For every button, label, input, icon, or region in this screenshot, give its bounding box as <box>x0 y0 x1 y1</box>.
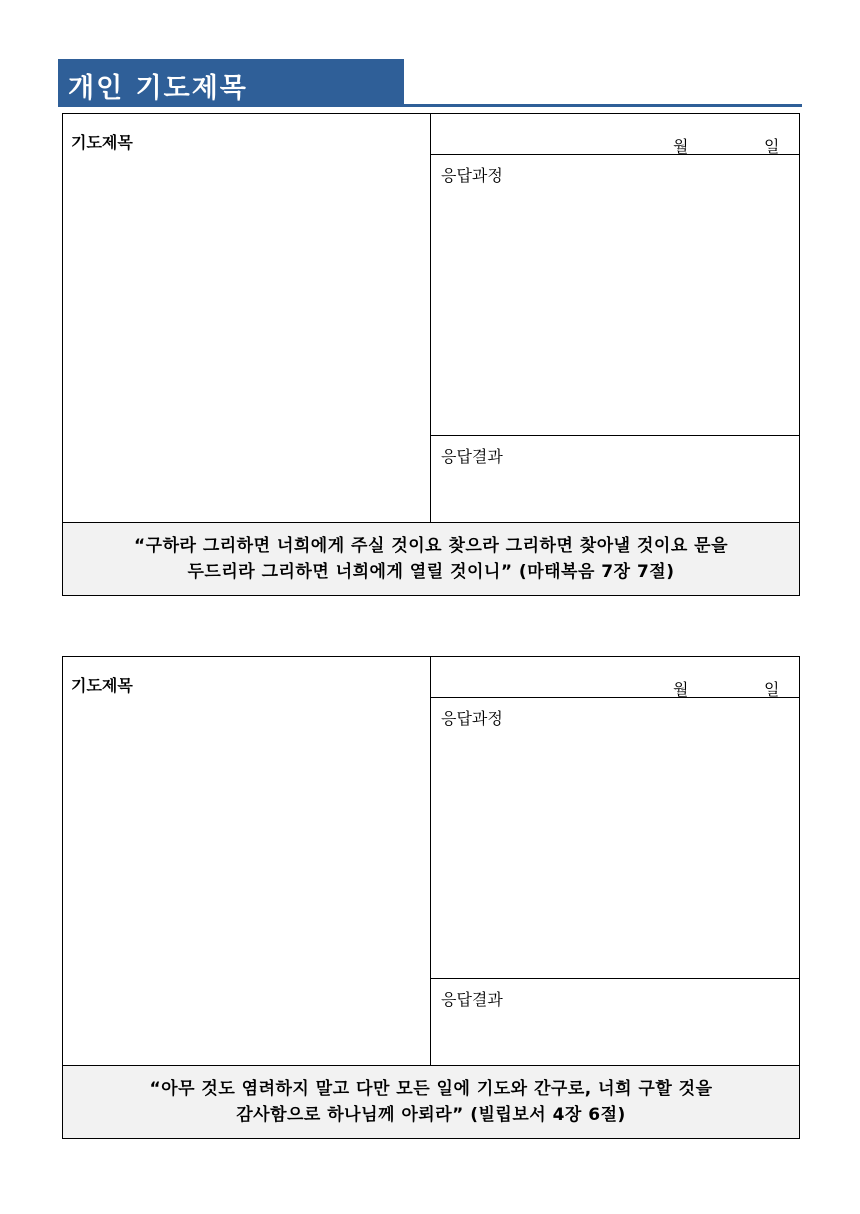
bible-verse <box>63 522 799 595</box>
month-label: 월 <box>673 680 689 699</box>
day-label: 일 <box>764 137 780 156</box>
verse-line-2: 두드리라 그리하면 너희에게 열릴 것이니” (마태복음 7장 7절) <box>187 562 675 582</box>
title-underline <box>58 104 802 107</box>
date-row[interactable] <box>431 114 799 155</box>
response-process-label: 응답과정 <box>441 166 503 185</box>
prayer-topic-area[interactable] <box>63 114 431 523</box>
prayer-topic-label: 기도제목 <box>71 676 133 695</box>
prayer-card-2 <box>62 656 800 1139</box>
month-label: 월 <box>673 137 689 156</box>
response-result-area[interactable] <box>431 979 799 1065</box>
verse-line-1: “아무 것도 염려하지 말고 다만 모든 일에 기도와 간구로, 너희 구할 것을 <box>149 1079 713 1099</box>
response-process-area[interactable] <box>431 155 799 436</box>
verse-line-2: 감사함으로 하나님께 아뢰라” (빌립보서 4장 6절) <box>236 1105 626 1125</box>
page-title: 개인 기도제목 <box>68 73 248 104</box>
prayer-topic-area[interactable] <box>63 657 431 1066</box>
response-process-area[interactable] <box>431 698 799 979</box>
verse-line-1: “구하라 그리하면 너희에게 주실 것이요 찾으라 그리하면 찾아낼 것이요 문을 <box>133 536 729 556</box>
response-process-label: 응답과정 <box>441 709 503 728</box>
prayer-card-1 <box>62 113 800 596</box>
date-row[interactable] <box>431 657 799 698</box>
response-result-area[interactable] <box>431 436 799 522</box>
bible-verse <box>63 1065 799 1138</box>
page-title-banner <box>58 59 404 106</box>
day-label: 일 <box>764 680 780 699</box>
prayer-topic-label: 기도제목 <box>71 133 133 152</box>
response-result-label: 응답결과 <box>441 447 503 466</box>
response-result-label: 응답결과 <box>441 990 503 1009</box>
